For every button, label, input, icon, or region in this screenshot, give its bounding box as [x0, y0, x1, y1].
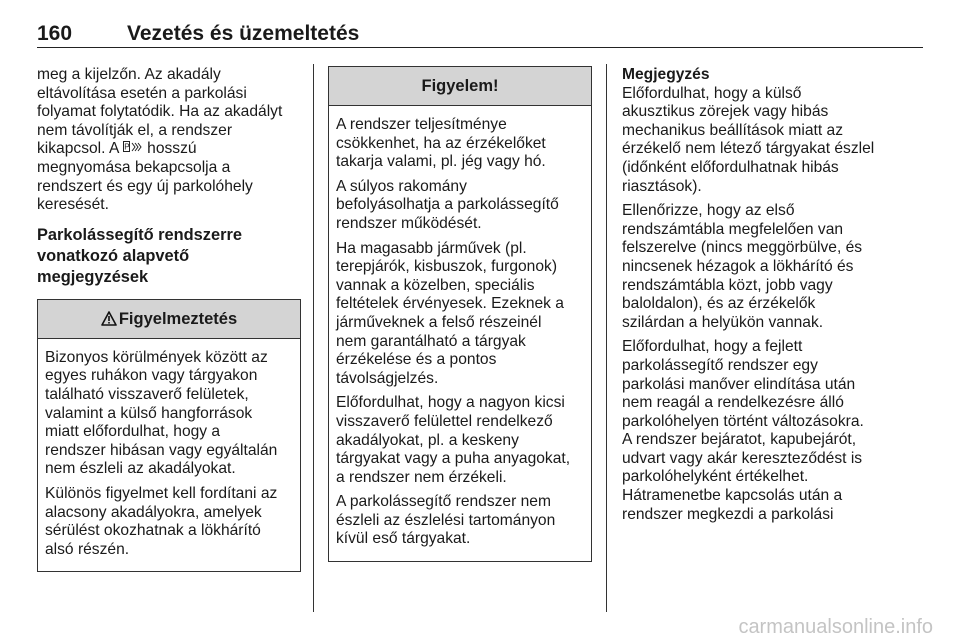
text-fragment: hosszú	[142, 140, 197, 158]
text-line: alacsony akadályokra, amelyek	[45, 503, 262, 521]
caution-box-header	[329, 67, 591, 106]
text-line: érzékelése és a pontos	[336, 351, 497, 369]
text-line: csökkenhet, ha az érzékelőket	[336, 134, 546, 152]
column-2	[328, 66, 592, 562]
page-number: 160	[37, 22, 73, 45]
text-line: nem reagál a rendelkezésre álló	[622, 394, 844, 412]
text-line: akadályokat, pl. a keskeny	[336, 431, 519, 449]
text-line: terepjárók, kisbuszok, furgonok)	[336, 258, 558, 276]
heading-line: megjegyzések	[37, 267, 149, 286]
chapter-title: Vezetés és üzemeltetés	[127, 22, 360, 45]
caution-paragraph	[336, 240, 584, 389]
caution-box-body	[329, 106, 591, 561]
text-line: miatt előfordulhat, hogy a	[45, 423, 221, 441]
text-line: Bizonyos körülmények között az	[45, 348, 268, 366]
text-line: akusztikus zörejek vagy hibás	[622, 103, 829, 121]
text-line: meg a kijelzőn. Az akadály	[37, 66, 221, 83]
section-heading	[37, 225, 301, 288]
text-line: parkolóhelyként értékelhet.	[622, 468, 809, 486]
text-line: rendszer megkezdi a parkolási	[622, 505, 834, 523]
text-line: rendszámtábla közt, jobb vagy	[622, 276, 833, 294]
text-line: nem észleli az akadályokat.	[45, 460, 236, 478]
column-divider-left	[313, 64, 314, 612]
caution-paragraph	[336, 394, 584, 487]
text-line: folyamat folytatódik. Ha az akadályt	[37, 103, 283, 121]
text-line: Hátramenetbe kapcsolás után a	[622, 487, 843, 505]
text-line: sérülést okozhatnak a lökhárító	[45, 522, 261, 540]
text-line: udvart vagy akár kereszteződést is	[622, 449, 863, 467]
text-line: felszerelve (nincs meggörbülve, és	[622, 239, 863, 257]
note-paragraph	[622, 202, 890, 332]
text-line: rendszert és egy új parkolóhely	[37, 177, 253, 195]
text-line: rendszámtábla megfelelően van	[622, 220, 844, 238]
text-line: érzékelő nem létező tárgyakat észlel	[622, 140, 875, 158]
warning-box-header	[38, 300, 300, 339]
text-line: befolyásolhatja a parkolássegítő	[336, 196, 559, 214]
text-line: Előfordulhat, hogy a fejlett	[622, 338, 803, 356]
column-divider-right	[606, 64, 607, 612]
warning-box-body	[38, 339, 300, 572]
caution-title: Figyelem!	[421, 77, 499, 95]
parking-assist-icon	[123, 142, 143, 156]
text-fragment: kikapcsol. A	[37, 140, 123, 158]
text-line: A súlyos rakomány	[336, 177, 467, 195]
text-line: egyes ruhákon vagy tárgyakon	[45, 367, 258, 385]
caution-box	[328, 66, 592, 562]
warning-triangle-icon	[101, 300, 117, 338]
column-3	[622, 66, 890, 530]
text-line: Ha magasabb járművek (pl.	[336, 239, 527, 257]
text-line: A parkolássegítő rendszer nem	[336, 493, 551, 511]
text-line: visszaverő felülettel rendelkező	[336, 412, 553, 430]
note-paragraph	[622, 338, 890, 524]
text-line: A rendszer teljesítménye	[336, 116, 507, 133]
text-line: Ellenőrizze, hogy az első	[622, 202, 795, 220]
text-line: vannak a közelben, speciális	[336, 276, 535, 294]
text-line: Előfordulhat, hogy a külső	[622, 84, 802, 102]
text-line: parkolási manőver elindítása után	[622, 375, 856, 393]
intro-paragraph	[37, 66, 301, 215]
text-line: nem távolítják el, a rendszer	[37, 121, 233, 139]
caution-paragraph	[336, 178, 584, 234]
caution-paragraph	[336, 116, 584, 172]
text-line: mechanikus beállítások miatt az	[622, 121, 844, 139]
text-line: található visszaverő felületek,	[45, 385, 249, 403]
column-1	[37, 66, 301, 572]
text-line: észleli az észlelési tartományon	[336, 511, 556, 529]
text-line: baloldalon), és az érzékelők	[622, 295, 816, 313]
text-line: Előfordulhat, hogy a nagyon kicsi	[336, 394, 565, 412]
text-line: (időnként előfordulhatnak hibás	[622, 158, 839, 176]
text-line: parkolássegítő rendszer egy	[622, 356, 818, 374]
warning-title: Figyelmeztetés	[118, 309, 238, 328]
text-line: valamint a külső hangforrások	[45, 404, 253, 422]
text-line: feltételek érvényesek. Ezeknek a	[336, 295, 564, 313]
text-line: nincsenek hézagok a lökhárító és	[622, 257, 854, 275]
text-line: szilárdan a helyükön vannak.	[622, 313, 824, 331]
text-line	[37, 140, 301, 159]
text-line: megnyomása bekapcsolja a	[37, 158, 231, 176]
text-line: rendszer működését.	[336, 214, 482, 232]
text-line: járműveknek a felső részeinél	[336, 313, 542, 331]
text-line: kívül eső tárgyakat.	[336, 530, 471, 548]
text-line: távolságjelzés.	[336, 369, 439, 387]
svg-text:P: P	[124, 142, 129, 152]
text-line: Különös figyelmet kell fordítani az	[45, 484, 278, 502]
warning-paragraph	[45, 349, 293, 479]
text-line: rendszer hibásan vagy egyáltalán	[45, 441, 278, 459]
text-line: takarja valami, pl. jég vagy hó.	[336, 153, 546, 171]
text-line: eltávolítása esetén a parkolási	[37, 84, 247, 102]
watermark: carmanualsonline.info	[738, 616, 933, 638]
heading-line: Parkolássegítő rendszerre	[37, 225, 242, 244]
text-line: tárgyakat vagy a puha anyagokat,	[336, 450, 571, 468]
heading-line: vonatkozó alapvető	[37, 246, 190, 265]
header-rule	[37, 47, 923, 48]
warning-box	[37, 299, 301, 573]
caution-paragraph	[336, 493, 584, 549]
text-line: alsó részén.	[45, 540, 130, 558]
page-header	[37, 22, 923, 50]
note-paragraph	[622, 66, 890, 196]
text-line: nem garantálható a tárgyak	[336, 332, 526, 350]
warning-paragraph	[45, 485, 293, 559]
text-line: riasztások).	[622, 177, 702, 195]
text-line: keresését.	[37, 196, 109, 214]
note-title: Megjegyzés	[622, 66, 710, 83]
text-line: a rendszer nem érzékeli.	[336, 468, 507, 486]
text-line: A rendszer bejáratot, kapubejárót,	[622, 431, 857, 449]
text-line: parkolóhelyen történt változásokra.	[622, 412, 864, 430]
